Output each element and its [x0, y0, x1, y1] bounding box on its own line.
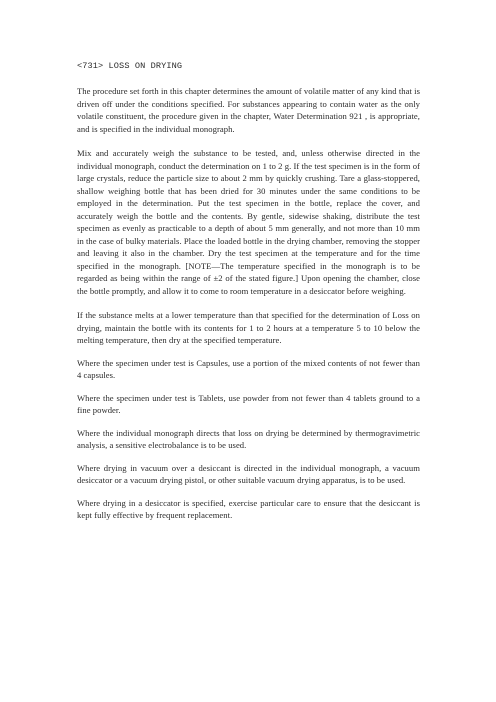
paragraph-intro: The procedure set forth in this chapter determines the amount of volatile matter of any kind that is driven off under the conditions specified. For substances appearing to contain water as the only volatile constituent, the procedure given in the chapter, Water Determination 921 , is appropriate, and is specified in the individual monograph.	[77, 86, 420, 134]
paragraph-desiccator: Where drying in a desiccator is specified, exercise particular care to ensure that the desiccant is kept fully effective by frequent replacement.	[77, 497, 420, 520]
paragraph-melting: If the substance melts at a lower temperature than that specified for the determination of Loss on drying, maintain the bottle with its contents for 1 to 2 hours at a temperature 5 to 10 below the melting temperature, then dry at the specified temperature.	[77, 310, 420, 345]
paragraph-tablets: Where the specimen under test is Tablets, use powder from not fewer than 4 tablets ground to a fine powder.	[77, 392, 420, 415]
document-page	[77, 60, 420, 532]
paragraph-thermogravimetric: Where the individual monograph directs that loss on drying be determined by thermogravimetric analysis, a sensitive electrobalance is to be used.	[77, 427, 420, 450]
document-heading: <731> LOSS ON DRYING	[77, 61, 183, 71]
paragraph-procedure: Mix and accurately weigh the substance to be tested, and, unless otherwise directed in the individual monograph, conduct the determination on 1 to 2 g. If the test specimen is in the form of large crystals, reduce the particle size to about 2 mm by quickly crushing. Tare a glass-stoppered, shallow weighing bottle that has been dried for 30 minutes under the same conditions to be employed in the determination. Put the test specimen in the bottle, replace the cover, and accurately weigh the bottle and the contents. By gentle, sidewise shaking, distribute the test specimen as evenly as practicable to a depth of about 5 mm generally, and not more than 10 mm in the case of bulky materials. Place the loaded bottle in the drying chamber, removing the stopper and leaving it also in the chamber. Dry the test specimen at the temperature and for the time specified in the monograph. [NOTE—The temperature specified in the monograph is to be regarded as being within the range of ±2 of the stated figure.] Upon opening the chamber, close the bottle promptly, and allow it to come to room temperature in a desiccator before weighing.	[77, 148, 421, 296]
paragraph-capsules: Where the specimen under test is Capsules, use a portion of the mixed contents of not fewer than 4 capsules.	[77, 357, 420, 380]
paragraph-vacuum: Where drying in vacuum over a desiccant is directed in the individual monograph, a vacuum desiccator or a vacuum drying pistol, or other suitable vacuum drying apparatus, is to be used.	[77, 462, 420, 485]
